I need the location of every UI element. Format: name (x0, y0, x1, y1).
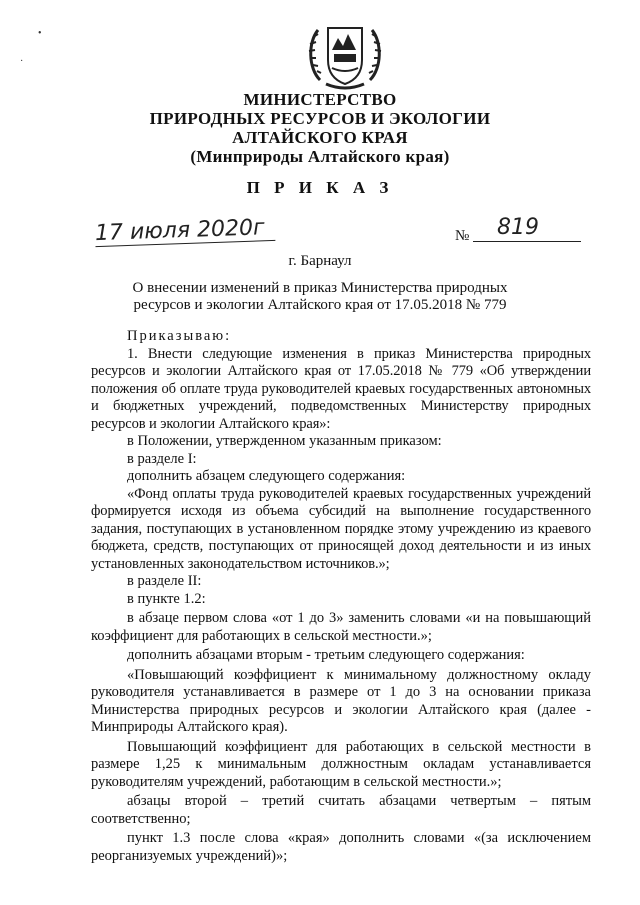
body-paragraph: пункт 1.3 после слова «края» дополнить словами «(за исключением реорганизуемых учреждений)»; (91, 830, 591, 864)
body-paragraph: абзацы второй – третий считать абзацами четвертым – пятым соответственно; (91, 793, 591, 827)
header-line: АЛТАЙСКОГО КРАЯ (232, 128, 408, 147)
city-label: г. Барнаул (288, 253, 352, 269)
body-paragraph: дополнить абзацами вторым - третьим следующего содержания: (127, 647, 525, 663)
document-subject (0, 280, 640, 314)
ministry-header (0, 90, 640, 166)
document-body (91, 328, 591, 865)
body-paragraph: «Повышающий коэффициент к минимальному должностному окладу руководителя устанавливается в размере от 1 до 3 на основании приказа Министерства природных ресурсов и экологии Алтайского края (далее - Минприроды Алтайского края). (91, 666, 591, 735)
scan-mark: · (20, 56, 24, 67)
body-paragraph: «Фонд оплаты труда руководителей краевых государственных учреждений формируется исходя из объема субсидий на выполнение государственного задания, поступающих в установленном порядке этому учреждению из краевого бюджета, средств, поступающих от приносящей доход деятельности и из иных установленных законодательством источников.»; (91, 485, 591, 572)
handwritten-number: 819 (497, 215, 539, 240)
header-line: МИНИСТЕРСТВО (243, 90, 397, 109)
number-label: № (455, 228, 470, 244)
subject-line: О внесении изменений в приказ Министерства природных (132, 280, 508, 296)
document-type-title: П Р И К А З (246, 178, 394, 197)
body-paragraph: в разделе II: (127, 573, 202, 589)
body-paragraph: в разделе I: (127, 450, 197, 467)
header-line: (Минприроды Алтайского края) (190, 147, 450, 166)
subject-line: ресурсов и экологии Алтайского края от 17.05.2018 № 779 (133, 297, 507, 313)
handwritten-date: 17 июля 2020г (95, 215, 276, 247)
number-underline (473, 241, 581, 242)
body-paragraph: дополнить абзацем следующего содержания: (127, 468, 406, 484)
body-paragraph: Повышающий коэффициент для работающих в сельской местности в размере 1,25 к минимальным должностным окладам устанавливается руководителям учреждений, работающим в сельской местности.»; (91, 738, 591, 790)
body-paragraph: в пункте 1.2: (127, 590, 206, 607)
body-paragraph: 1. Внести следующие изменения в приказ Министерства природных ресурсов и экологии Алтайского края от 17.05.2018 № 779 «Об утверждении положения об оплате труда руководителей краевых государственных автономных и бюджетных учреждений, подведомственных Министерству природных ресурсов и экологии Алтайского края»: (91, 345, 591, 432)
body-paragraph: в абзаце первом слова «от 1 до 3» заменить словами «и на повышающий коэффициент для работающих в сельской местности.»; (91, 610, 591, 644)
coat-of-arms-emblem (306, 20, 384, 92)
header-line: ПРИРОДНЫХ РЕСУРСОВ И ЭКОЛОГИИ (149, 109, 491, 128)
body-paragraph: в Положении, утвержденном указанным приказом: (127, 433, 442, 449)
scan-mark: • (38, 28, 42, 39)
body-paragraph: Приказываю: (127, 328, 232, 344)
